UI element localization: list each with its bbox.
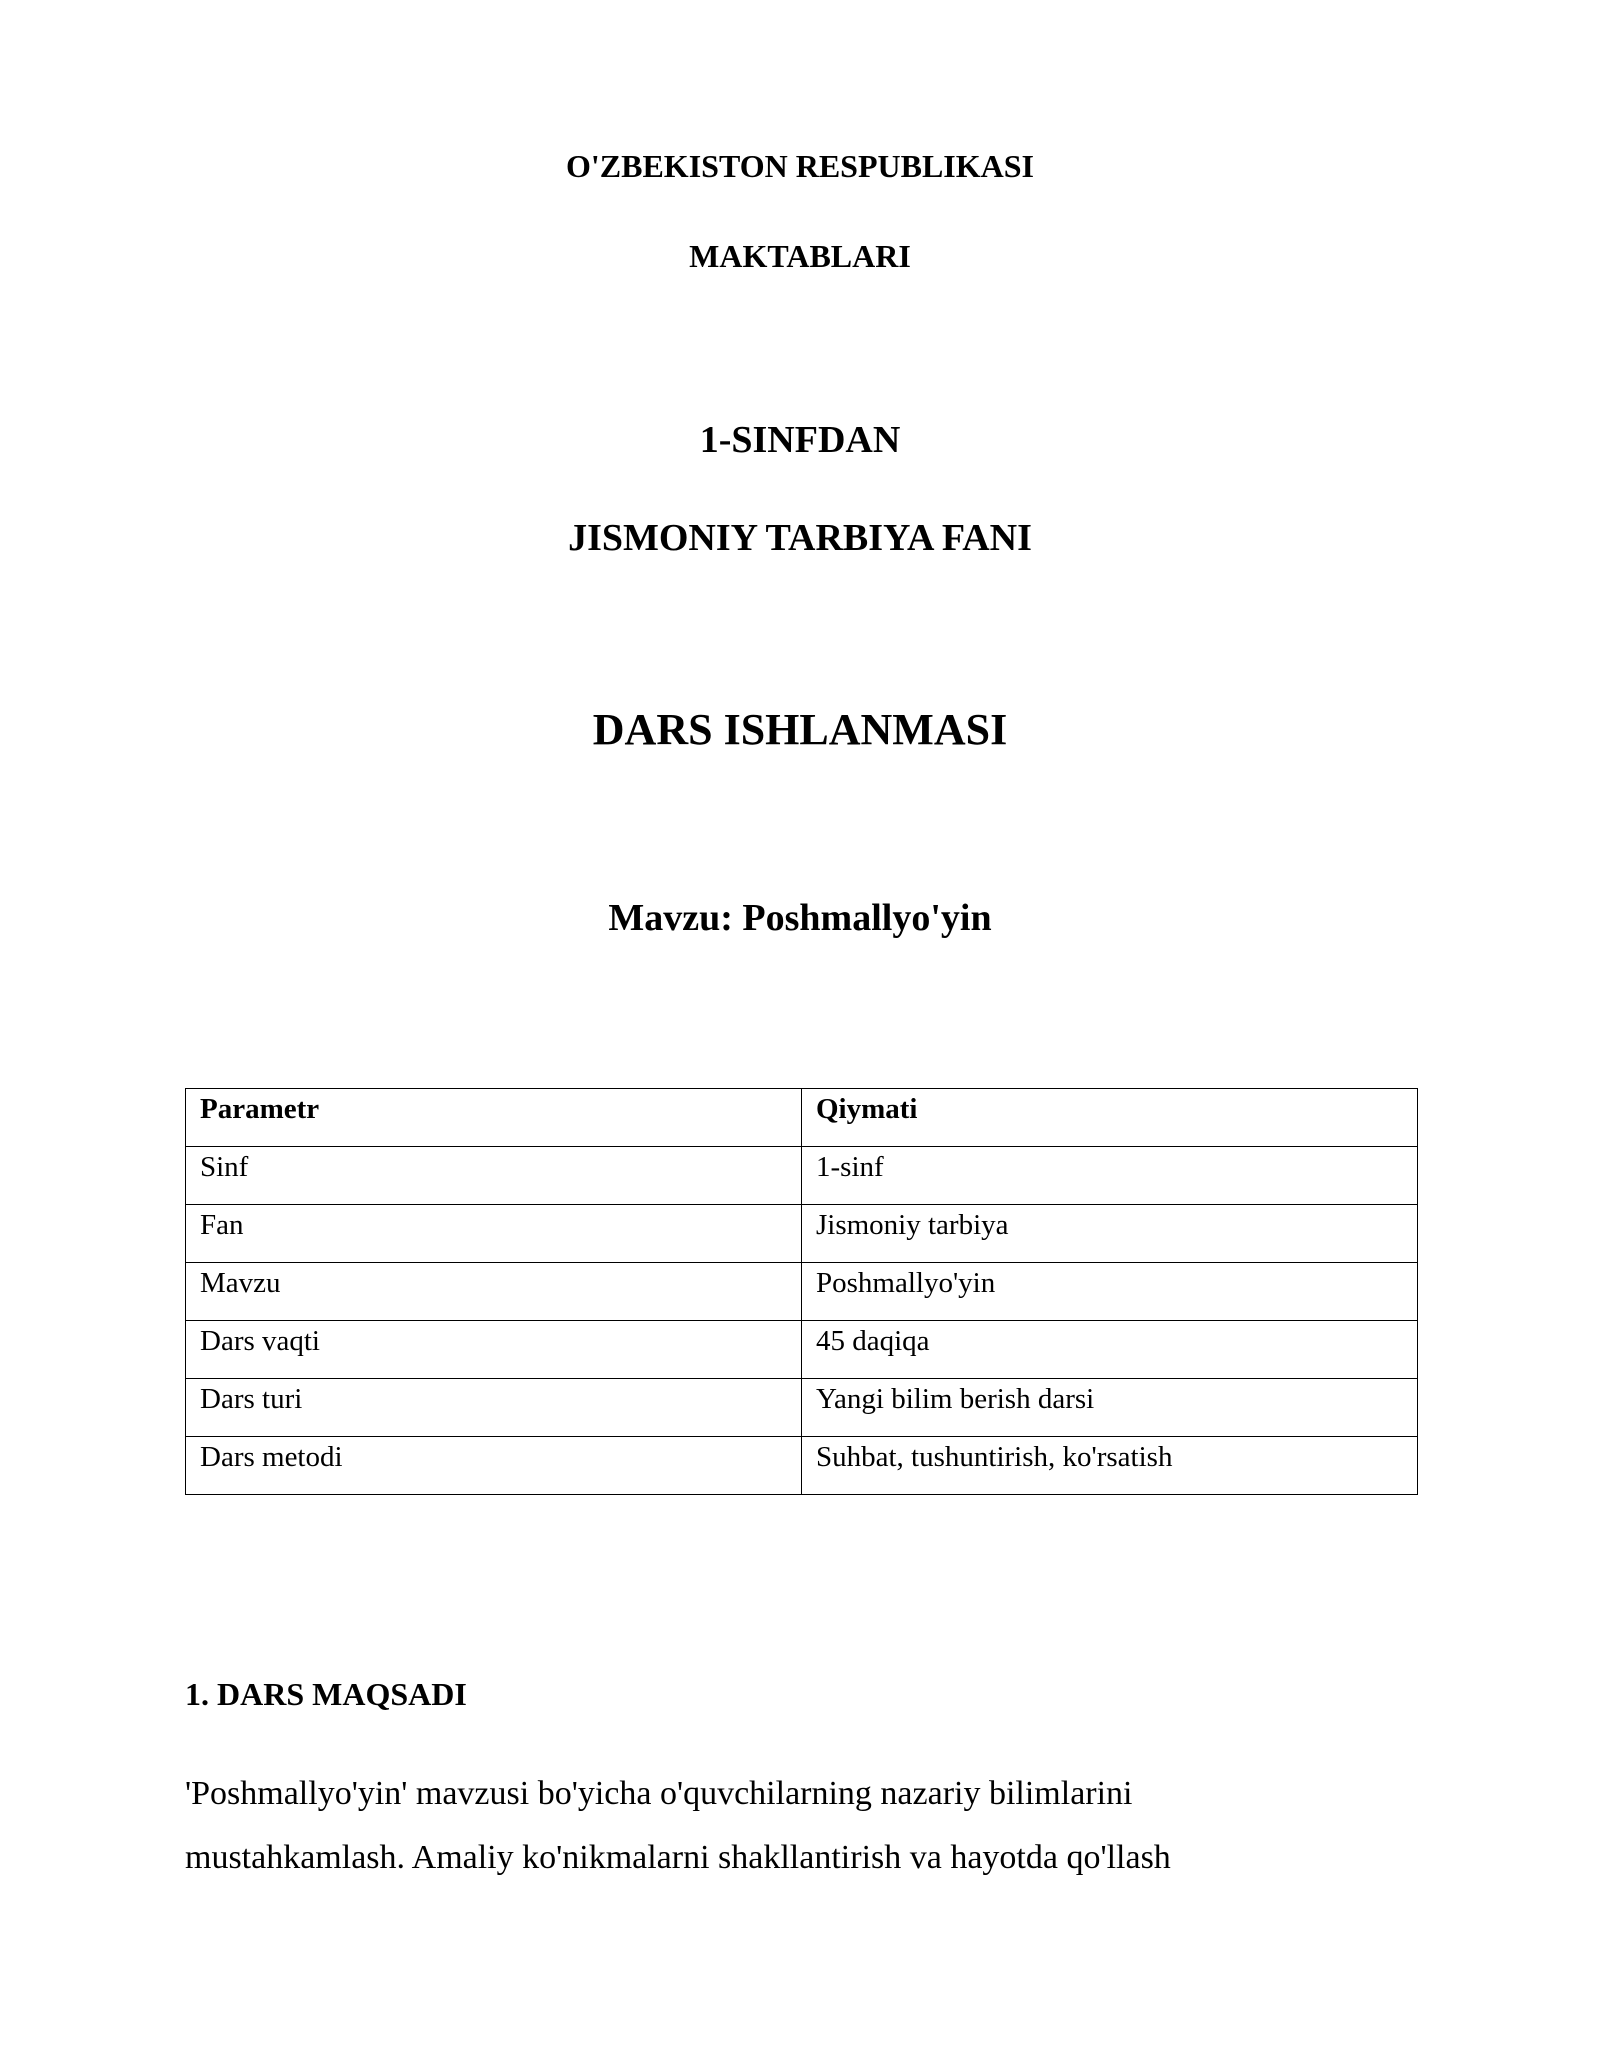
table-cell-parameter: Sinf — [186, 1147, 802, 1205]
table-row — [186, 1263, 1418, 1321]
table-cell-value: Yangi bilim berish darsi — [802, 1379, 1418, 1437]
table-cell-value: 1-sinf — [802, 1147, 1418, 1205]
grade-line: 1-SINFDAN — [699, 419, 901, 461]
topic-line: Mavzu: Poshmallyo'yin — [608, 897, 992, 939]
subject-line: JISMONIY TARBIYA FANI — [568, 517, 1032, 559]
table-cell-value: 45 daqiqa — [802, 1321, 1418, 1379]
section-heading-lesson-goal: 1. DARS MAQSADI — [185, 1676, 467, 1712]
table-header-row — [186, 1089, 1418, 1147]
lesson-parameters-table — [185, 1088, 1418, 1495]
table-row — [186, 1147, 1418, 1205]
column-header-value: Qiymati — [802, 1089, 1418, 1147]
table-cell-parameter: Dars turi — [186, 1379, 802, 1437]
organization-line-1: O'ZBEKISTON RESPUBLIKASI — [565, 148, 1034, 184]
table-row — [186, 1205, 1418, 1263]
table-row — [186, 1437, 1418, 1495]
table-cell-parameter: Dars metodi — [186, 1437, 802, 1495]
table-cell-parameter: Mavzu — [186, 1263, 802, 1321]
body-text-line: 'Poshmallyo'yin' mavzusi bo'yicha o'quvchilarning nazariy bilimlarini — [185, 1775, 1133, 1812]
table-cell-parameter: Fan — [186, 1205, 802, 1263]
body-text-line: mustahkamlash. Amaliy ko'nikmalarni shakllantirish va hayotda qo'llash — [185, 1839, 1171, 1876]
table-row — [186, 1321, 1418, 1379]
table-cell-value: Jismoniy tarbiya — [802, 1205, 1418, 1263]
table-cell-parameter: Dars vaqti — [186, 1321, 802, 1379]
table-cell-value: Suhbat, tushuntirish, ko'rsatish — [802, 1437, 1418, 1495]
organization-line-2: MAKTABLARI — [689, 238, 911, 274]
section-body-lesson-goal — [185, 1762, 1425, 1890]
document-title: DARS ISHLANMASI — [592, 705, 1008, 754]
table-cell-value: Poshmallyo'yin — [802, 1263, 1418, 1321]
table-row — [186, 1379, 1418, 1437]
column-header-parameter: Parametr — [186, 1089, 802, 1147]
